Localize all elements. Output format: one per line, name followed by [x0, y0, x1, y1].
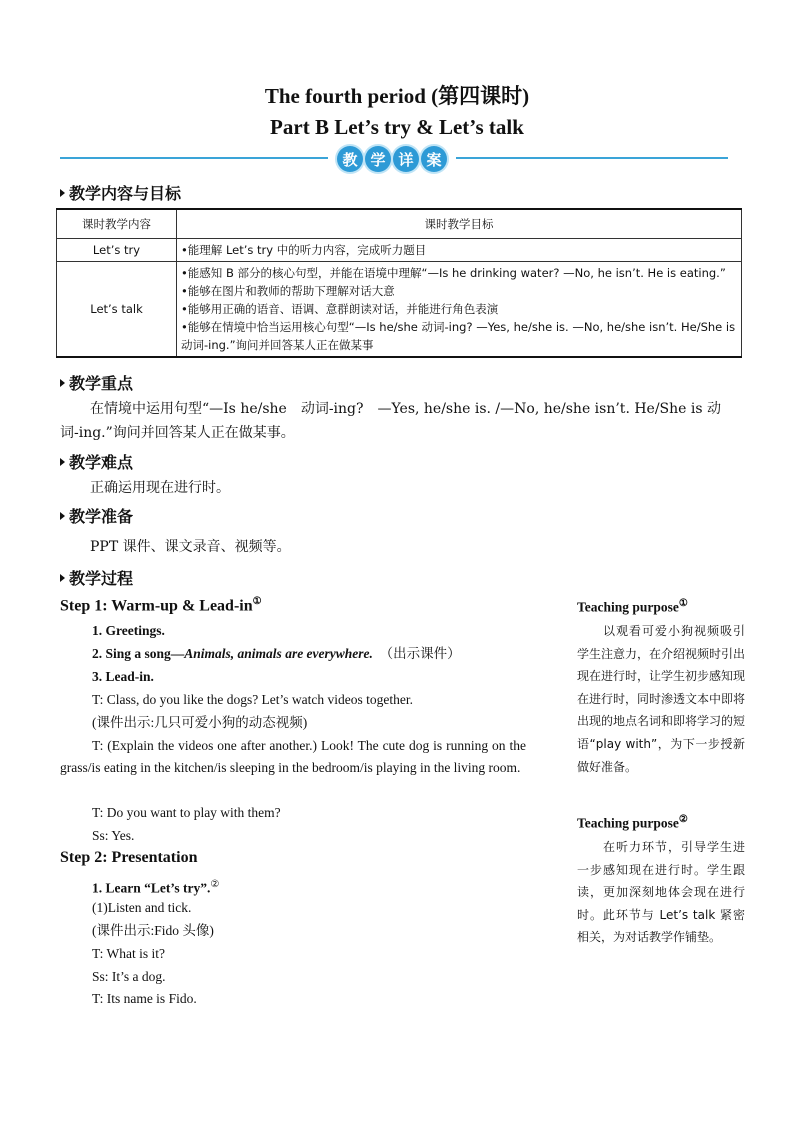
teaching-plan-badge — [330, 146, 454, 172]
step2-line: (课件出示:Fido 头像) — [92, 923, 214, 938]
step1-paragraph: T: (Explain the videos one after another.) Look! The cute dog is running on the grass/is eating in the kitchen/is sleeping in the bedroom/is playing in the living room. — [60, 738, 526, 775]
section-heading-content-goals: 教学内容与目标 — [60, 181, 181, 204]
triangle-bullet-icon — [60, 574, 65, 582]
page-subtitle: Part B Let’s try & Let’s talk — [270, 115, 524, 139]
triangle-bullet-icon — [60, 189, 65, 197]
step2-line: T: Its name is Fido. — [92, 991, 197, 1006]
badge-char: 案 — [421, 146, 447, 172]
step1-title: Step 1: Warm-up & Lead-in① — [60, 596, 262, 615]
section-heading-preparation: 教学准备 — [60, 504, 133, 527]
step2-line: 1. Learn “Let’s try”.② — [92, 879, 220, 896]
step2-line: T: What is it? — [92, 946, 165, 961]
table-cell-content: Let’s try — [57, 239, 177, 262]
table-cell-goals: •能理解 Let’s try 中的听力内容，完成听力题目 — [177, 239, 742, 262]
page-title: The fourth period (第四课时) — [264, 84, 530, 108]
step1-line: 3. Lead-in. — [92, 669, 154, 684]
table-row — [57, 239, 742, 262]
step2-title: Step 2: Presentation — [60, 849, 198, 866]
table-header-cell: 课时教学内容 — [57, 209, 177, 239]
side-note-text: 在听力环节，引导学生进一步感知现在进行时。学生跟读，更加深刻地体会现在进行时。此环节与 Let’s talk 紧密相关，为对话教学作铺垫。 — [577, 840, 745, 945]
step2-line: Ss: It’s a dog. — [92, 969, 166, 984]
table-header-row — [57, 209, 742, 239]
section-heading-difficulties: 教学难点 — [60, 450, 133, 473]
section-heading-key-points: 教学重点 — [60, 371, 133, 394]
table-row — [57, 262, 742, 358]
side-note-text: 以观看可爱小狗视频吸引学生注意力，在介绍视频时引出现在进行时，让学生初步感知现在进行时，同时渗透文本中即将出现的地点名词和即将学习的短语“play with”，为下一步授新做好准备。 — [577, 624, 746, 774]
table-header-cell: 课时教学目标 — [177, 209, 742, 239]
badge-char: 学 — [365, 146, 391, 172]
step1-line: T: Do you want to play with them? — [92, 805, 281, 820]
step2-line: (1)Listen and tick. — [92, 900, 192, 915]
banner-line-right — [456, 157, 728, 159]
step1-line: 2. Sing a song—Animals, animals are everywhere. （出示课件） — [92, 646, 461, 661]
table-cell-goals: •能感知 B 部分的核心句型，并能在语境中理解“—Is he drinking water? —No, he isn’t. He is eating.” •能够在图片和教师的帮助下理解对话大意 •能够用正确的语音、语调、意群朗读对话，并能进行角色表演 •能够在情境中恰当运用核心句型“—Is he/she 动词-ing? —Yes, he/she is. —No, he/she isn’t. He/She is 动词-ing.”询问并回答某人正在做某事 — [177, 262, 742, 358]
badge-char: 教 — [337, 146, 363, 172]
step1-line: Ss: Yes. — [92, 828, 135, 843]
side-note-title: Teaching purpose① — [577, 598, 688, 615]
section-heading-process: 教学过程 — [60, 566, 133, 589]
badge-char: 详 — [393, 146, 419, 172]
preparation-text: PPT 课件、课文录音、视频等。 — [90, 539, 291, 555]
triangle-bullet-icon — [60, 512, 65, 520]
triangle-bullet-icon — [60, 379, 65, 387]
step1-line: (课件出示:几只可爱小狗的动态视频) — [92, 715, 308, 730]
step1-line: T: Class, do you like the dogs? Let’s watch videos together. — [92, 692, 414, 707]
side-note-title: Teaching purpose② — [577, 814, 688, 831]
key-points-text: 在情境中运用句型“—Is he/she 动词-ing? —Yes, he/she is. /—No, he/she isn’t. He/She is 动词-ing.”询问并回答某人正在做某事。 — [60, 401, 722, 441]
goals-table — [56, 208, 742, 358]
triangle-bullet-icon — [60, 458, 65, 466]
step1-line: 1. Greetings. — [92, 623, 165, 638]
table-cell-content: Let’s talk — [57, 262, 177, 358]
banner-line-left — [60, 157, 328, 159]
difficulties-text: 正确运用现在进行时。 — [90, 480, 230, 496]
